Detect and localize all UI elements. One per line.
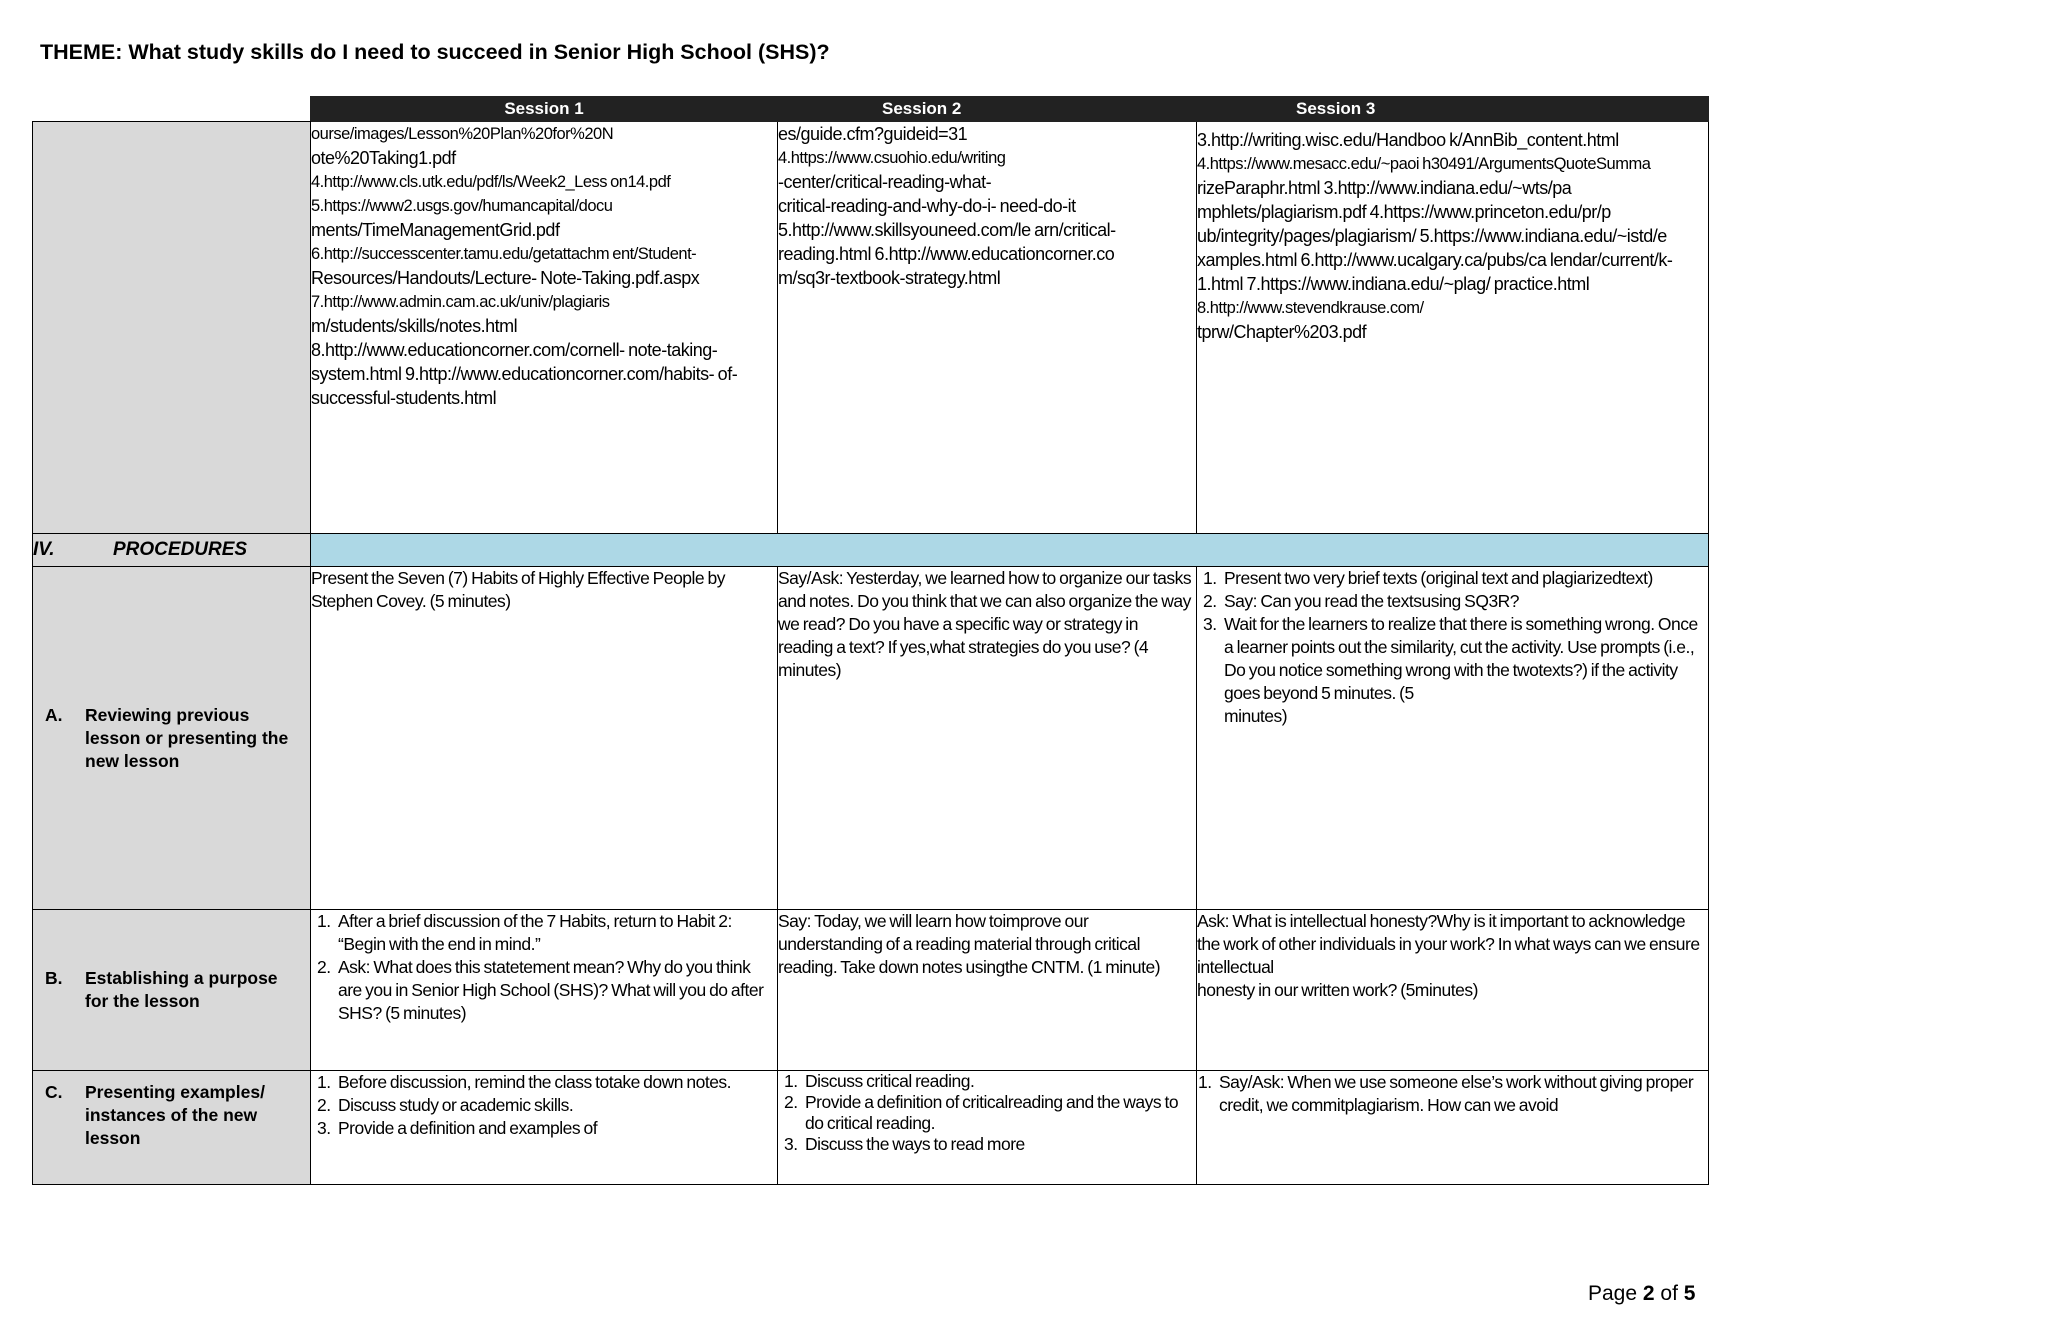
- session-1-header: Session 1: [311, 97, 778, 122]
- reference-line: Resources/Handouts/Lecture- Note-Taking.pdf.aspx: [311, 268, 700, 288]
- page-current: 2: [1642, 1282, 1655, 1305]
- page-number: [1588, 1282, 1695, 1306]
- procedures-row: [33, 534, 1709, 567]
- reference-line: 8.http://www.stevendkrause.com/: [1197, 299, 1424, 317]
- reference-line: m/sq3r-textbook-strategy.html: [778, 268, 1001, 288]
- list-item: 1. After a brief discussion of the 7 Habits, return to Habit 2: “Begin with the end in mind.”: [334, 910, 777, 956]
- row-b-session-3-text: honesty in our written work? (5minutes): [1197, 980, 1478, 1000]
- reference-line: ments/TimeManagementGrid.pdf: [311, 220, 560, 240]
- row-a-letter: A.: [45, 704, 63, 725]
- list-item: 1. Present two very brief texts (original text and plagiarizedtext): [1220, 567, 1708, 590]
- row-c-session-2: [778, 1071, 1197, 1185]
- reference-line: -center/critical-reading-what-: [778, 172, 992, 192]
- page-prefix: Page: [1588, 1282, 1643, 1305]
- reference-line: 6.http://successcenter.tamu.edu/getattachm ent/Student-: [311, 245, 697, 263]
- row-c-session-2-list: [778, 1071, 1196, 1155]
- reference-line: 3.http://writing.wisc.edu/Handboo k/AnnBib_content.html: [1197, 130, 1619, 150]
- row-b: [33, 910, 1709, 1071]
- references-session-2: [778, 122, 1197, 534]
- list-item: 2. Discuss study or academic skills.: [334, 1094, 777, 1117]
- row-c-session-1: [311, 1071, 778, 1185]
- reference-line: rizeParaphr.html 3.http://www.indiana.edu/~wts/pa: [1197, 178, 1572, 198]
- list-item: [1220, 613, 1708, 728]
- list-item: 2. Ask: What does this statetement mean? Why do you think are you in Senior High School (SHS)? What will you do after SHS? (5 minutes): [334, 956, 777, 1025]
- list-item-text: Wait for the learners to realize that there is something wrong. Once a learner points out the similarity, cut the activity. Use prompts (i.e., Do you notice something wrong with the twotexts?) if the activity goes beyond 5 minutes. (5: [1224, 614, 1698, 703]
- page-title: THEME: What study skills do I need to succeed in Senior High School (SHS)?: [40, 40, 830, 64]
- list-item: 3. Provide a definition and examples of: [334, 1117, 777, 1140]
- procedures-numeral: IV.: [33, 539, 55, 560]
- row-c-label-cell: [33, 1071, 311, 1185]
- row-b-letter: B.: [45, 968, 63, 988]
- row-c-session-1-list: [311, 1071, 777, 1140]
- row-b-session-3: [1197, 910, 1709, 1071]
- reference-line: ub/integrity/pages/plagiarism/ 5.https://www.indiana.edu/~istd/e: [1197, 226, 1667, 246]
- row-a-session-2: Say/Ask: Yesterday, we learned how to organize our tasks and notes. Do you think that we can also organize the way we read? Do you have a specific way or strategy in reading a text? If yes,what strategies do you use? (4 minutes): [778, 567, 1197, 910]
- reference-line: xamples.html 6.http://www.ucalgary.ca/pubs/ca lendar/current/k-: [1197, 250, 1673, 270]
- row-c-session-3-list: [1197, 1071, 1708, 1117]
- row-a-session-3: [1197, 567, 1709, 910]
- reference-line: 5.http://www.skillsyouneed.com/le arn/critical-: [778, 220, 1116, 240]
- row-c-label: [33, 1071, 310, 1150]
- row-a: [33, 567, 1709, 910]
- session-2-header: Session 2: [778, 97, 1197, 122]
- row-b-session-1-list: [311, 910, 777, 1025]
- reference-line: ourse/images/Lesson%20Plan%20for%20N: [311, 125, 614, 143]
- reference-line: ote%20Taking1.pdf: [311, 148, 456, 168]
- row-a-session-1: Present the Seven (7) Habits of Highly Effective People by Stephen Covey. (5 minutes): [311, 567, 778, 910]
- session-3-header: Session 3: [1197, 97, 1709, 122]
- list-item-text: minutes): [1224, 706, 1288, 726]
- row-a-label: [33, 704, 310, 773]
- list-item: 3. Discuss the ways to read more: [801, 1134, 1196, 1155]
- list-item: 1. Discuss critical reading.: [801, 1071, 1196, 1092]
- reference-line: 4.https://www.csuohio.edu/writing: [778, 149, 1006, 167]
- reference-line: 7.http://www.admin.cam.ac.uk/univ/plagiaris: [311, 293, 610, 311]
- reference-line: reading.html 6.http://www.educationcorner.co: [778, 244, 1115, 264]
- reference-line: es/guide.cfm?guideid=31: [778, 124, 968, 144]
- references-label-cell: [33, 122, 311, 534]
- row-c-session-3: [1197, 1071, 1709, 1185]
- row-c-letter: C.: [45, 1082, 63, 1102]
- reference-line: m/students/skills/notes.html: [311, 316, 518, 336]
- lesson-plan-table: [32, 96, 1709, 1185]
- row-c: [33, 1071, 1709, 1185]
- reference-line: 8.http://www.educationcorner.com/cornell- note-taking-: [311, 340, 718, 360]
- references-session-1: [311, 122, 778, 534]
- row-a-session-3-list: [1197, 567, 1708, 728]
- row-b-session-2: Say: Today, we will learn how toimprove our understanding of a reading material through critical reading. Take down notes usingthe CNTM. (1 minute): [778, 910, 1197, 1071]
- page-total: 5: [1683, 1282, 1696, 1305]
- reference-line: successful-students.html: [311, 388, 497, 408]
- reference-line: tprw/Chapter%203.pdf: [1197, 322, 1367, 342]
- list-item: 1. Say/Ask: When we use someone else’s work without giving proper credit, we commitplagiarism. How can we avoid: [1215, 1071, 1708, 1117]
- page-of: of: [1654, 1282, 1684, 1305]
- row-a-label-cell: [33, 567, 311, 910]
- header-blank-cell: [33, 97, 311, 122]
- reference-line: system.html 9.http://www.educationcorner.com/habits- of-: [311, 364, 738, 384]
- list-item: 2. Say: Can you read the textsusing SQ3R?: [1220, 590, 1708, 613]
- list-item: 2. Provide a definition of criticalreading and the ways to do critical reading.: [801, 1092, 1196, 1134]
- procedures-heading: [33, 534, 311, 567]
- reference-line: 4.http://www.cls.utk.edu/pdf/ls/Week2_Less on14.pdf: [311, 173, 671, 191]
- reference-line: mphlets/plagiarism.pdf 4.https://www.princeton.edu/pr/p: [1197, 202, 1611, 222]
- row-a-title: Reviewing previous lesson or presenting the new lesson: [85, 704, 289, 771]
- references-session-3: [1197, 122, 1709, 534]
- row-b-session-1: [311, 910, 778, 1071]
- reference-line: critical-reading-and-why-do-i- need-do-it: [778, 196, 1076, 216]
- session-header-row: [33, 97, 1709, 122]
- reference-line: 5.https://www2.usgs.gov/humancapital/docu: [311, 197, 613, 215]
- list-item: 1. Before discussion, remind the class totake down notes.: [334, 1071, 777, 1094]
- reference-line: 1.html 7.https://www.indiana.edu/~plag/ practice.html: [1197, 274, 1590, 294]
- row-b-session-3-text: Ask: What is intellectual honesty?Why is it important to acknowledge the work of other individuals in your work? In what ways can we ensure intellectual: [1197, 911, 1700, 977]
- reference-line: 4.https://www.mesacc.edu/~paoi h30491/ArgumentsQuoteSumma: [1197, 155, 1651, 173]
- row-b-title: Establishing a purpose for the lesson: [85, 968, 278, 1011]
- row-c-title: Presenting examples/ instances of the new lesson: [85, 1082, 265, 1148]
- procedures-title: PROCEDURES: [113, 539, 248, 560]
- procedures-band: [311, 534, 1709, 567]
- row-b-label-cell: [33, 910, 311, 1071]
- references-row: [33, 122, 1709, 534]
- row-b-label: [33, 967, 310, 1013]
